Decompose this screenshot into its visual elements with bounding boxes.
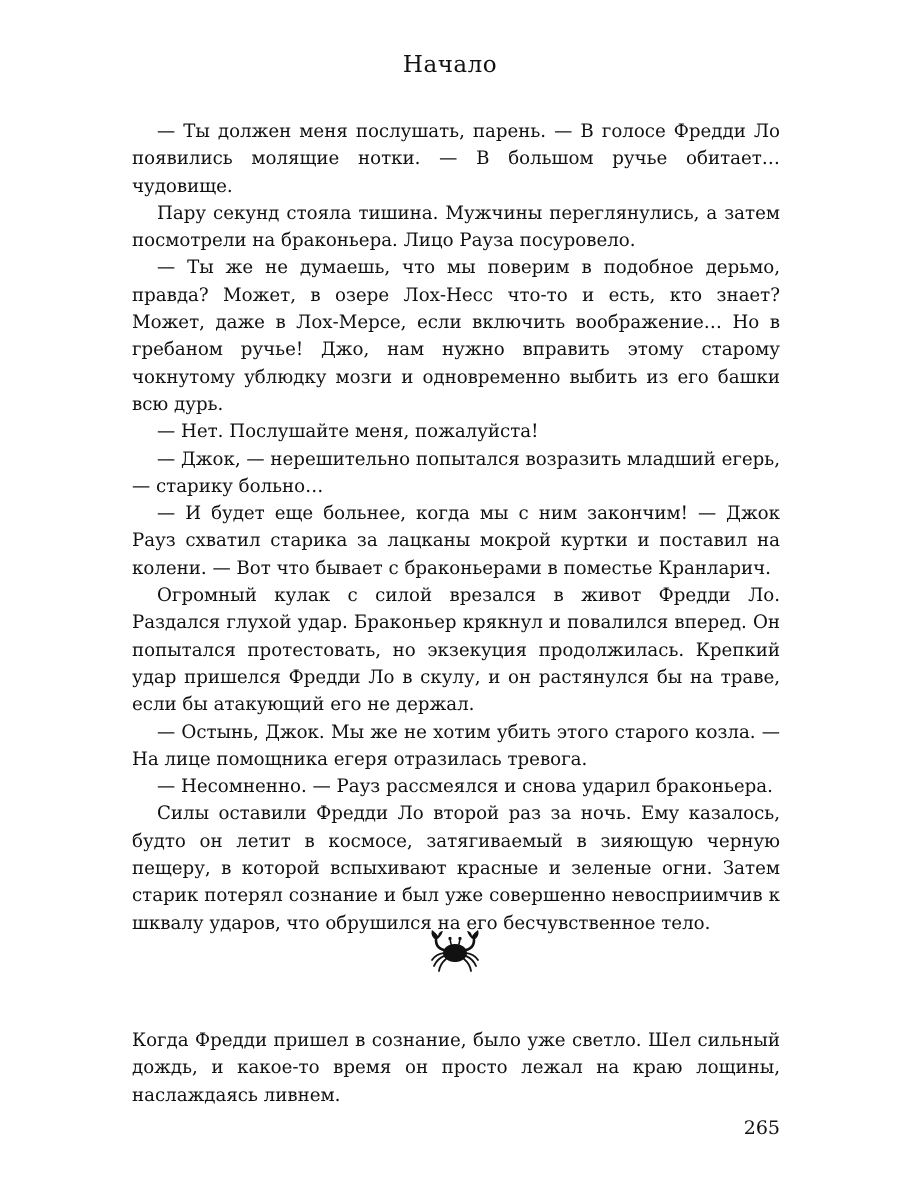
crab-icon [426,922,484,980]
paragraph-1: — Ты должен меня послушать, парень. — В голосе Фредди Ло появились молящие нотки. — В большом ручье обитает… чудовище. [132,121,780,197]
paragraph-5: — Джок, — нерешительно попытался возразить младший егерь, — старику больно… [132,448,780,497]
paragraph-8: — Остынь, Джок. Мы же не хотим убить этого старого козла. — На лице помощника егеря отразилась тревога. [132,721,780,770]
paragraph-2: Пару секунд стояла тишина. Мужчины переглянулись, а затем посмотрели на браконьера. Лицо Рауза посуровело. [132,202,780,252]
paragraph-9: — Несомненно. — Рауз рассмеялся и снова ударил браконьера. [157,776,773,798]
paragraph-4: — Нет. Послушайте меня, пожалуйста! [157,421,539,443]
running-header: Начало [402,52,498,78]
paragraph-after-break: Когда Фредди пришел в сознание, было уже светло. Шел сильный дождь, и какое-то время он просто лежал на краю лощины, наслаждаясь ливнем. [132,1030,780,1106]
paragraph-3: — Ты же не думаешь, что мы поверим в подобное дерьмо, правда? Может, в озере Лох-Несс что-то и есть, кто знает? Может, даже в Лох-Мерсе, если включить воображение… Но в гребаном ручье! Джо, нам нужно вправить этому старому чокнутому ублюдку мозги и одновременно выбить из его башки всю дурь. [132,257,780,415]
body-text [132,118,780,937]
paragraph-7: Огромный кулак с силой врезался в живот Фредди Ло. Раздался глухой удар. Браконьер крякнул и повалился вперед. Он попытался протестовать, но экзекуция продолжилась. Крепкий удар пришелся Фредди Ло в скулу, и он растянулся бы на траве, если бы атакующий его не держал. [132,585,780,716]
paragraph-6: — И будет еще больнее, когда мы с ним закончим! — Джок Рауз схватил старика за лацканы мокрой куртки и поставил на колени. — Вот что бывает с браконьерами в поместье Кранларич. [132,503,780,579]
page-number: 265 [743,1117,780,1139]
section-after-break [132,1027,780,1109]
paragraph-10: Силы оставили Фредди Ло второй раз за ночь. Ему казалось, будто он летит в космосе, затягиваемый в зияющую черную пещеру, в которой вспыхивают красные и зеленые огни. Затем старик потерял сознание и был уже совершенно невосприимчив к шквалу ударов, что обрушился на его бесчувственное тело. [132,803,780,934]
